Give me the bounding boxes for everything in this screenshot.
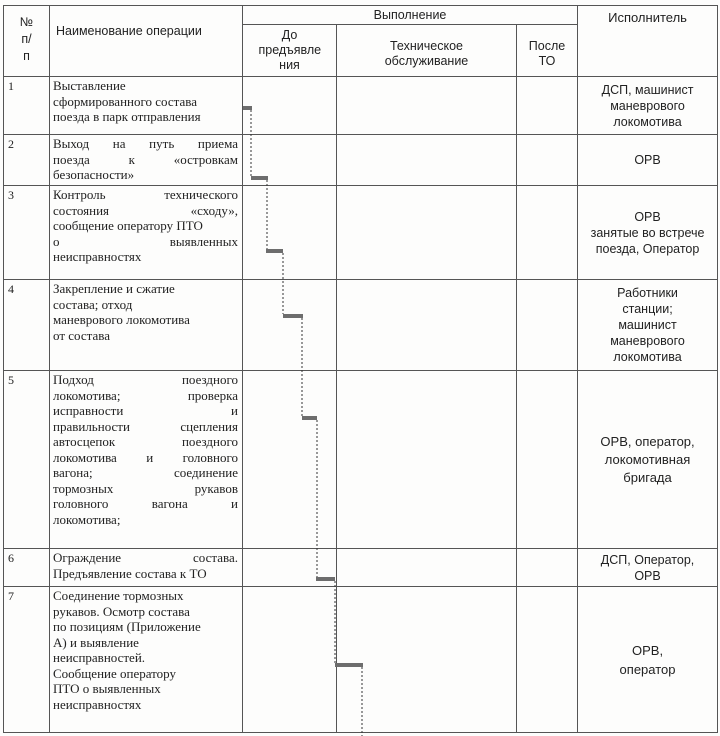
table-row bbox=[4, 77, 718, 135]
executor-line: бригада bbox=[623, 469, 672, 485]
header-execution bbox=[243, 6, 578, 25]
operation-line: Подход поездного bbox=[53, 372, 238, 387]
operation-cell bbox=[50, 135, 243, 186]
header-maintenance-text: Техническое обслуживание bbox=[384, 39, 469, 68]
table-row bbox=[4, 371, 718, 549]
executor-cell bbox=[578, 587, 718, 733]
executor-line: локомотивная bbox=[604, 451, 691, 467]
executor-line: поезда, Оператор bbox=[595, 241, 700, 256]
cell-before bbox=[243, 135, 337, 186]
header-before bbox=[243, 25, 337, 77]
header-operation-name bbox=[50, 6, 243, 77]
table-row bbox=[4, 280, 718, 371]
operation-line: неисправностей. bbox=[53, 650, 146, 665]
cell-before bbox=[243, 549, 337, 587]
operation-cell bbox=[50, 280, 243, 371]
executor-line: Работники bbox=[617, 286, 678, 300]
cell-after bbox=[517, 549, 578, 587]
operation-line: Выход на путь приема bbox=[53, 136, 238, 151]
executor-line: ОРВ bbox=[634, 568, 661, 583]
cell-after bbox=[517, 77, 578, 135]
row-number: 6 bbox=[4, 549, 50, 587]
operation-line: поезда к «островкам bbox=[53, 151, 238, 167]
cell-before bbox=[243, 77, 337, 135]
operation-line: сообщение оператору ПТО bbox=[53, 218, 203, 233]
table-row bbox=[4, 186, 718, 280]
executor-line: ОРВ, bbox=[631, 642, 664, 658]
executor-cell bbox=[578, 280, 718, 371]
cell-after bbox=[517, 135, 578, 186]
operation-line: сформированного состава bbox=[53, 93, 197, 109]
header-executor-text: Исполнитель bbox=[608, 10, 687, 25]
header-maintenance bbox=[337, 25, 517, 77]
row-number: 2 bbox=[4, 135, 50, 186]
cell-maintenance bbox=[337, 135, 517, 186]
operation-line: от состава bbox=[53, 327, 110, 343]
cell-maintenance bbox=[337, 371, 517, 549]
operation-line: исправности и bbox=[53, 403, 238, 418]
operation-line: состава; отход bbox=[53, 296, 133, 312]
table-row bbox=[4, 587, 718, 733]
operation-line: о выявленных bbox=[53, 233, 238, 249]
operation-line: Сообщение оператору bbox=[53, 665, 176, 681]
header-executor bbox=[578, 6, 718, 77]
operation-line: правильности сцепления bbox=[53, 418, 238, 434]
operation-line: вагона; соединение bbox=[53, 465, 238, 480]
operation-line: поезда в парк отправления bbox=[53, 109, 201, 124]
operations-table bbox=[3, 5, 718, 733]
header-after bbox=[517, 25, 578, 77]
executor-cell bbox=[578, 186, 718, 280]
executor-cell bbox=[578, 371, 718, 549]
operation-line: Выставление bbox=[53, 78, 126, 93]
operation-line: Предъявление состава к ТО bbox=[53, 565, 207, 581]
operation-cell bbox=[50, 549, 243, 587]
executor-line: машинист bbox=[618, 318, 677, 332]
cell-after bbox=[517, 371, 578, 549]
cell-after bbox=[517, 186, 578, 280]
operation-line: тормозных рукавов bbox=[53, 480, 238, 496]
operation-line: ПТО о выявленных bbox=[53, 681, 161, 696]
operation-line: маневрового локомотива bbox=[53, 312, 190, 327]
executor-cell bbox=[578, 549, 718, 587]
operation-line: автосцепок поездного bbox=[53, 434, 238, 449]
row-number: 7 bbox=[4, 587, 50, 733]
executor-line: локомотива bbox=[613, 350, 682, 364]
header-execution-text: Выполнение bbox=[373, 7, 447, 22]
cell-maintenance bbox=[337, 549, 517, 587]
executor-line: занятые во встрече bbox=[590, 225, 705, 240]
row-number: 4 bbox=[4, 280, 50, 371]
operation-line: безопасности» bbox=[53, 167, 135, 182]
operation-cell bbox=[50, 587, 243, 733]
header-num bbox=[4, 6, 50, 77]
executor-line: оператор bbox=[619, 661, 676, 677]
operation-line: головного вагона и bbox=[53, 496, 238, 511]
executor-line: локомотива bbox=[613, 114, 682, 129]
operation-line: А) и выявление bbox=[53, 634, 139, 650]
cell-before bbox=[243, 371, 337, 549]
operation-cell bbox=[50, 371, 243, 549]
executor-line: ДСП, Оператор, bbox=[600, 552, 695, 567]
operation-line: неисправностях bbox=[53, 249, 142, 264]
header-after-text: После ТО bbox=[528, 39, 566, 68]
operation-line: Соединение тормозных bbox=[53, 588, 184, 603]
cell-after bbox=[517, 587, 578, 733]
executor-line: ОРВ bbox=[634, 153, 661, 167]
cell-maintenance bbox=[337, 280, 517, 371]
table-row bbox=[4, 135, 718, 186]
operation-line: рукавов. Осмотр состава bbox=[53, 603, 190, 619]
cell-maintenance bbox=[337, 186, 517, 280]
executor-line: станции; bbox=[622, 302, 673, 316]
cell-before bbox=[243, 587, 337, 733]
executor-cell bbox=[578, 135, 718, 186]
executor-line: ОРВ, оператор, bbox=[600, 433, 695, 449]
header-operation-name-text: Наименование операции bbox=[56, 24, 202, 38]
operation-cell bbox=[50, 77, 243, 135]
executor-line: ДСП, машинист bbox=[601, 82, 694, 97]
cell-before bbox=[243, 280, 337, 371]
row-number: 5 bbox=[4, 371, 50, 549]
operation-line: локомотива; проверка bbox=[53, 387, 238, 403]
operation-line: по позициям (Приложение bbox=[53, 619, 201, 634]
cell-maintenance bbox=[337, 77, 517, 135]
cell-maintenance bbox=[337, 587, 517, 733]
header-before-text: До предъявле ния bbox=[258, 28, 322, 72]
executor-line: ОРВ bbox=[634, 209, 661, 224]
cell-after bbox=[517, 280, 578, 371]
executor-cell bbox=[578, 77, 718, 135]
header-num-text: № п/ п bbox=[19, 15, 34, 63]
operation-line: локомотива; bbox=[53, 511, 121, 527]
row-number: 3 bbox=[4, 186, 50, 280]
operation-line: локомотива и головного bbox=[53, 449, 238, 465]
operation-line: состояния «сходу», bbox=[53, 202, 238, 218]
operation-line: Закрепление и сжатие bbox=[53, 281, 175, 296]
table-row bbox=[4, 549, 718, 587]
operation-cell bbox=[50, 186, 243, 280]
cell-before bbox=[243, 186, 337, 280]
executor-line: маневрового bbox=[610, 98, 685, 113]
operation-line: Ограждение состава. bbox=[53, 550, 238, 565]
executor-line: маневрового bbox=[610, 334, 685, 348]
operation-line: Контроль технического bbox=[53, 187, 238, 202]
row-number: 1 bbox=[4, 77, 50, 135]
operation-line: неисправностях bbox=[53, 696, 142, 712]
